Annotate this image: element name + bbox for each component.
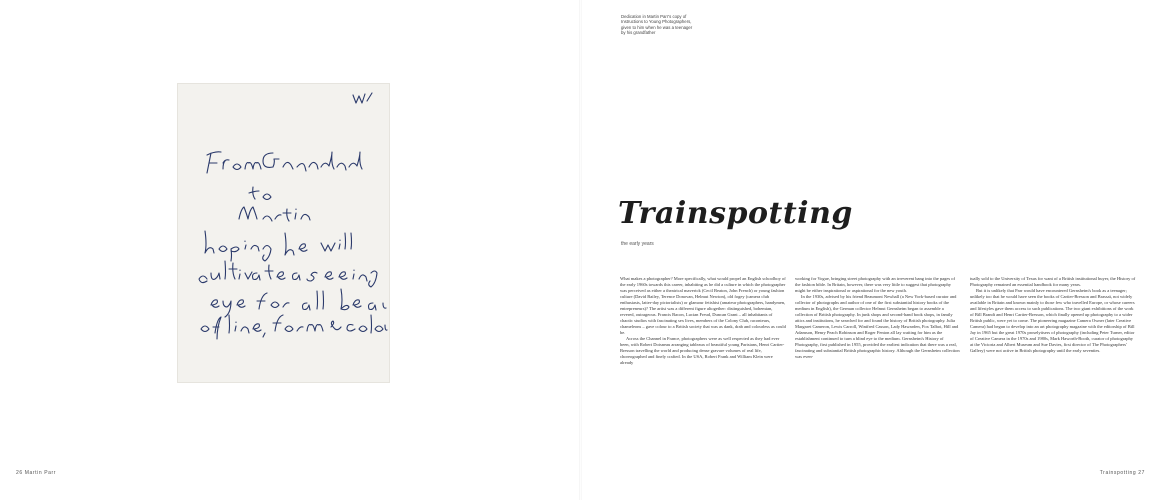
chapter-subtitle: the early years — [621, 241, 654, 247]
caption-line: Dedication in Martin Parr's copy of — [621, 14, 687, 19]
text-column-3 — [970, 276, 1136, 354]
body-paragraph: In the 1930s, advised by his friend Beaumont Newhall (a New York-based curator and collector of photographs and author of one of the first substantial history books of the medium in English), the German collector Helmut Gernsheim began to assemble a collection of British photography. In junk shops and second-hand book shops, in family attics and institutions, he searched for and found the history of British photography. Julia Margaret Cameron, Lewis Carroll, Winifred Casson, Lady Hawarden, Fox Talbot, Hill and Adamson, Henry Peach Robinson and Roger Fenton all lay waiting for him as the establishment continued to turn a blind eye to the medium. Gernsheim's History of Photography, first published in 1955, provided the earliest indication that there was a real, fascinating and substantial British photographic history. Although the Gernsheim collection was even- — [795, 294, 960, 359]
dedication-handwriting — [177, 83, 390, 383]
caption-line: Instructions to Young Photographers, — [621, 19, 692, 25]
right-page — [581, 0, 1161, 500]
text-column-1 — [620, 276, 786, 366]
body-paragraph: working for Vogue, bringing street photography with an irreverent bang into the pages of the fashion bible. In Britain, however, there was very little to suggest that photography might be either inspirational or aspirational for the new youth. — [795, 276, 956, 293]
chapter-title: Trainspotting — [618, 196, 853, 231]
text-column-2 — [795, 276, 961, 360]
body-paragraph: But it is unlikely that Parr would have encountered Gernsheim's book as a teenager; unlikely too that he would have seen the books of Cartier-Bresson and Brassaï, not widely available in Britain and known mainly to those few who travelled Europe, or whose careers and lifestyles gave them access to such publications. The two giant exhibitions of the work of Bill Brandt and Henri Cartier-Bresson, which finally opened up photography to a wider British public, were yet to come. The pioneering magazine Camera Owner (later Creative Camera) had begun to develop into an art photography magazine with the editorship of Bill Jay in 1965 but the great 1970s proselytisers of photography (including Peter Turner, editor of Creative Camera in the 1970s and 1980s, Mark Haworth-Booth, curator of photography at the Victoria and Albert Museum and Sue Davies, first director of The Photographers' Gallery) were not active in British photography until the early seventies. — [970, 288, 1135, 353]
left-page — [0, 0, 580, 500]
body-paragraph: Across the Channel in France, photographers were as well respected as they had ever been, with Robert Doisneau arranging tableaux of beautiful young Parisians, Henri Cartier-Bresson travelling the world and producing dense gravure volumes of real life, choreographed and finely crafted. In the USA, Robert Frank and William Klein were already — [620, 336, 785, 365]
body-paragraph: tually sold to the University of Texas for want of a British institutional buyer, the History of Photography remained an essential handbook for many years. — [970, 276, 1136, 287]
caption-line: by his grandfather — [621, 30, 656, 36]
dedication-caption — [621, 14, 721, 36]
left-page-folio: 26 Martin Parr — [16, 470, 57, 476]
body-paragraph: What makes a photographer? More specifically, what would propel an English schoolboy of the early 1960s towards this career, inhabiting as he did a culture in which the photographer was perceived as either a theatrical maverick (Cecil Beaton, John French) or young fashion culture (David Bailey, Terence Donovan, Helmut Newton), old fogey (camera club enthusiasts, latter-day pictorialists) or glamour fetishist (amateur photographers, handymen, entrepreneurs)? The artist was a different figure altogether: distinguished, bohemian, revered, outrageous. Francis Bacon, Lucian Freud, Duncan Grant – all inhabitants of chaotic studios with fascinating sex lives, members of the Colony Club, raconteurs, chameleons – gave colour to a British society that was as dank, drab and colourless as could be. — [620, 276, 786, 335]
right-page-folio: Trainspotting 27 — [1099, 470, 1145, 476]
caption-line: given to him when he was a teenager — [621, 24, 693, 30]
dedication-card — [177, 83, 390, 383]
